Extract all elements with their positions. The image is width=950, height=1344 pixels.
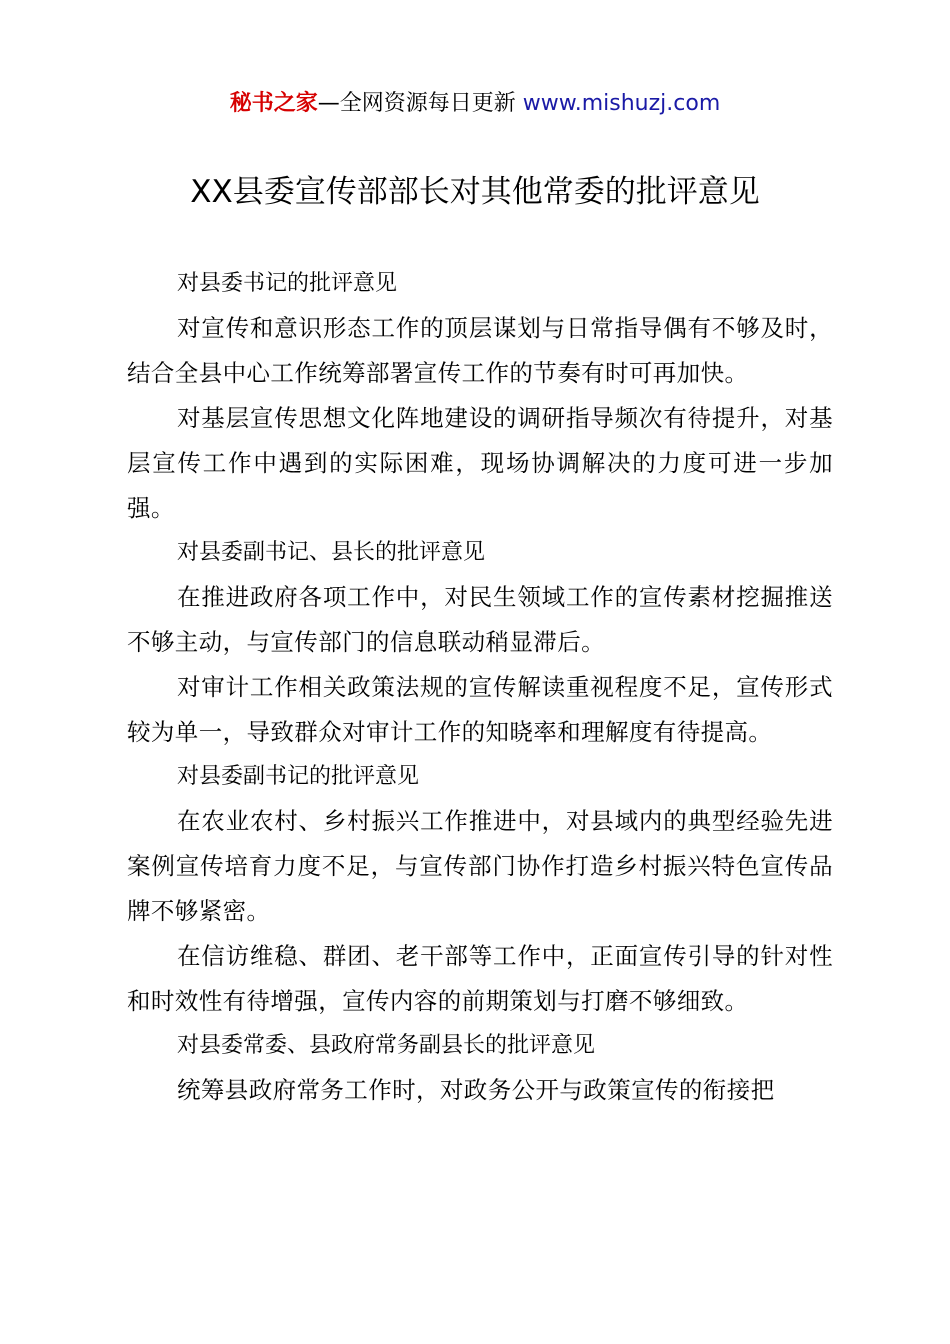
- paragraph: 对基层宣传思想文化阵地建设的调研指导频次有待提升，对基层宣传工作中遇到的实际困难，现场协调解决的力度可进一步加强。: [127, 404, 833, 522]
- paragraph: 在推进政府各项工作中，对民生领域工作的宣传素材挖掘推送不够主动，与宣传部门的信息联动稍显滞后。: [127, 583, 833, 656]
- section-heading: 对县委常委、县政府常务副县长的批评意见: [177, 1033, 596, 1058]
- document-body: [127, 262, 833, 1113]
- paragraph: 在信访维稳、群团、老干部等工作中，正面宣传引导的针对性和时效性有待增强，宣传内容的前期策划与打磨不够细致。: [127, 942, 833, 1015]
- site-tagline: —全网资源每日更新: [317, 91, 516, 116]
- document-title: XX县委宣传部部长对其他常委的批评意见: [190, 174, 760, 210]
- section-heading: 对县委副书记、县长的批评意见: [177, 540, 486, 565]
- paragraph: 统筹县政府常务工作时，对政务公开与政策宣传的衔接把: [177, 1076, 775, 1104]
- site-header: [0, 88, 950, 120]
- paragraph: 在农业农村、乡村振兴工作推进中，对县域内的典型经验先进案例宣传培育力度不足，与宣传部门协作打造乡村振兴特色宣传品牌不够紧密。: [127, 807, 833, 925]
- paragraph: 对审计工作相关政策法规的宣传解读重视程度不足，宣传形式较为单一，导致群众对审计工作的知晓率和理解度有待提高。: [127, 673, 833, 746]
- site-url-link[interactable]: www.mishuzj.com: [522, 91, 721, 116]
- site-name: 秘书之家: [229, 91, 318, 116]
- section-heading: 对县委书记的批评意见: [177, 271, 398, 296]
- paragraph: 对宣传和意识形态工作的顶层谋划与日常指导偶有不够及时，结合全县中心工作统筹部署宣传工作的节奏有时可再加快。: [127, 314, 833, 387]
- section-heading: 对县委副书记的批评意见: [177, 764, 420, 789]
